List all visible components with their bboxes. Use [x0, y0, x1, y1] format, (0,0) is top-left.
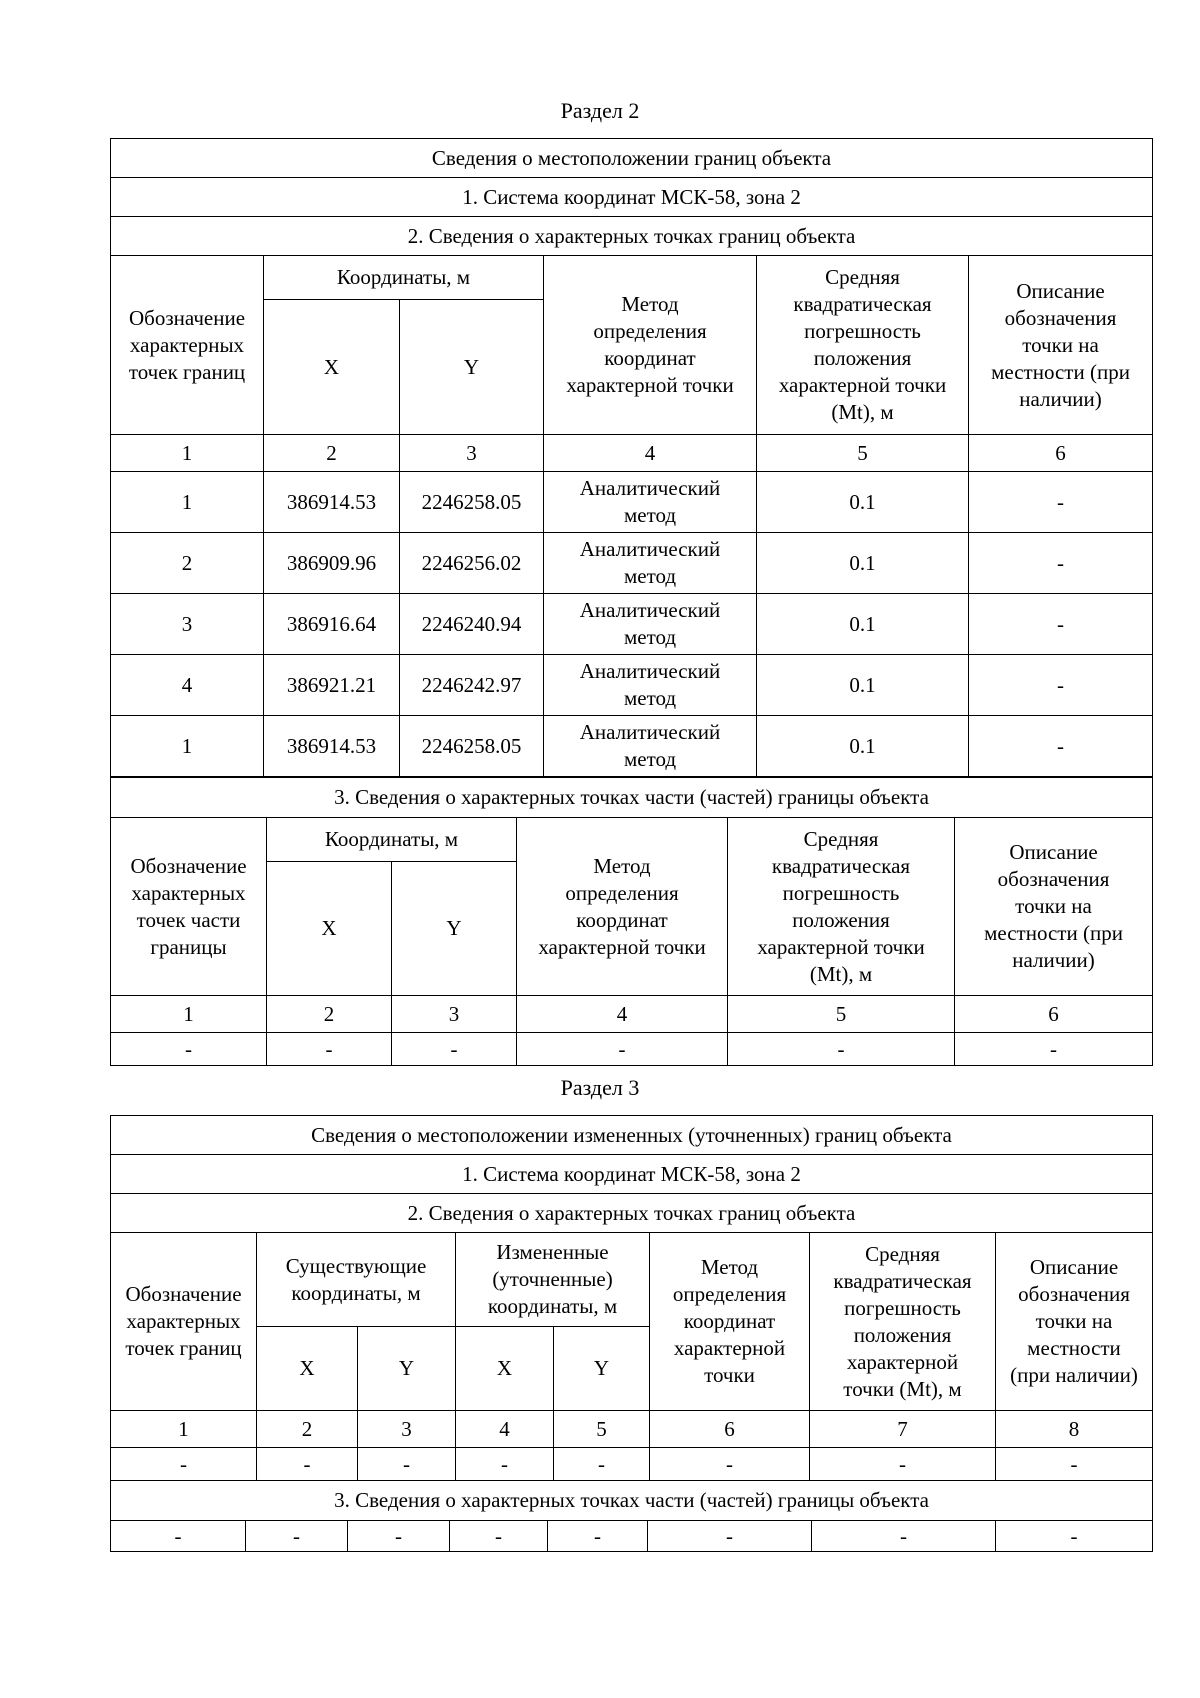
header-y: Y — [400, 300, 544, 435]
coord-y: 2246258.05 — [400, 716, 544, 777]
coord-x: 386921.21 — [264, 655, 400, 716]
empty-cell: - — [810, 1448, 996, 1481]
colnum-cell: 4 — [544, 435, 757, 472]
colnum-cell: 1 — [111, 435, 264, 472]
empty-cell: - — [257, 1448, 358, 1481]
empty-cell: - — [650, 1448, 810, 1481]
colnum-cell: 4 — [456, 1411, 554, 1448]
method-cell: Аналитический метод — [544, 533, 757, 594]
empty-cell: - — [996, 1521, 1153, 1552]
header-method: Метод определения координат характерной точки — [650, 1233, 810, 1411]
empty-cell: - — [548, 1521, 648, 1552]
empty-cell: - — [955, 1033, 1153, 1066]
description-cell: - — [969, 472, 1153, 533]
colnum-cell: 3 — [392, 996, 517, 1033]
section2-part-table — [110, 777, 1153, 1066]
colnum-cell: 6 — [955, 996, 1153, 1033]
empty-cell: - — [554, 1448, 650, 1481]
empty-cell: - — [728, 1033, 955, 1066]
header-coords: Координаты, м — [264, 256, 544, 300]
coord-x: 386914.53 — [264, 716, 400, 777]
table-row — [111, 655, 1153, 716]
header-description: Описание обозначения точки на местности (при наличии) — [955, 818, 1153, 996]
header-error: Средняя квадратическая погрешность положения характерной точки (Mt), м — [810, 1233, 996, 1411]
header-description: Описание обозначения точки на местности (при наличии) — [969, 256, 1153, 435]
table-row — [111, 1521, 1153, 1552]
coord-y: 2246258.05 — [400, 472, 544, 533]
header-method: Метод определения координат характерной точки — [517, 818, 728, 996]
section3-part-table — [110, 1480, 1153, 1552]
subsection2-title: 2. Сведения о характерных точках границ объекта — [111, 1194, 1153, 1233]
empty-cell: - — [246, 1521, 348, 1552]
empty-cell: - — [456, 1448, 554, 1481]
colnum-cell: 5 — [728, 996, 955, 1033]
empty-cell: - — [348, 1521, 450, 1552]
table-row — [111, 594, 1153, 655]
empty-cell: - — [111, 1448, 257, 1481]
colnum-cell: 3 — [400, 435, 544, 472]
subsection3-title: 3. Сведения о характерных точках части (частей) границы объекта — [111, 1481, 1153, 1521]
point-number: 4 — [111, 655, 264, 716]
section3-table — [110, 1115, 1153, 1481]
header-x: X — [257, 1327, 358, 1411]
header-y: Y — [554, 1327, 650, 1411]
header-y: Y — [392, 862, 517, 996]
header-method: Метод определения координат характерной точки — [544, 256, 757, 435]
description-cell: - — [969, 533, 1153, 594]
empty-cell: - — [392, 1033, 517, 1066]
error-cell: 0.1 — [757, 533, 969, 594]
header-x: X — [264, 300, 400, 435]
description-cell: - — [969, 655, 1153, 716]
colnum-cell: 7 — [810, 1411, 996, 1448]
point-number: 2 — [111, 533, 264, 594]
table-row — [111, 533, 1153, 594]
header-changed-coords: Измененные (уточненные) координаты, м — [456, 1233, 650, 1327]
colnum-cell: 2 — [257, 1411, 358, 1448]
header-designation: Обозначение характерных точек границ — [111, 256, 264, 435]
empty-cell: - — [517, 1033, 728, 1066]
section2-title: Сведения о местоположении границ объекта — [111, 139, 1153, 178]
header-x: X — [267, 862, 392, 996]
empty-cell: - — [450, 1521, 548, 1552]
coord-system-label: 1. Система координат МСК-58, зона 2 — [111, 178, 1153, 217]
colnum-cell: 5 — [757, 435, 969, 472]
header-existing-coords: Существующие координаты, м — [257, 1233, 456, 1327]
table-row — [111, 1033, 1153, 1066]
empty-cell: - — [812, 1521, 996, 1552]
colnum-cell: 2 — [264, 435, 400, 472]
point-number: 1 — [111, 472, 264, 533]
empty-cell: - — [267, 1033, 392, 1066]
table-row — [111, 716, 1153, 777]
header-error: Средняя квадратическая погрешность положения характерной точки (Mt), м — [757, 256, 969, 435]
description-cell: - — [969, 716, 1153, 777]
colnum-cell: 6 — [969, 435, 1153, 472]
subsection2-title: 2. Сведения о характерных точках границ объекта — [111, 217, 1153, 256]
point-number: 1 — [111, 716, 264, 777]
section3-title: Сведения о местоположении измененных (уточненных) границ объекта — [111, 1116, 1153, 1155]
colnum-cell: 5 — [554, 1411, 650, 1448]
table-row — [111, 1448, 1153, 1481]
empty-cell: - — [358, 1448, 456, 1481]
coord-x: 386909.96 — [264, 533, 400, 594]
method-cell: Аналитический метод — [544, 655, 757, 716]
error-cell: 0.1 — [757, 472, 969, 533]
error-cell: 0.1 — [757, 716, 969, 777]
section3-heading: Раздел 3 — [560, 1075, 640, 1100]
method-cell: Аналитический метод — [544, 594, 757, 655]
colnum-cell: 2 — [267, 996, 392, 1033]
colnum-cell: 8 — [996, 1411, 1153, 1448]
header-y: Y — [358, 1327, 456, 1411]
header-error: Средняя квадратическая погрешность положения характерной точки (Mt), м — [728, 818, 955, 996]
empty-cell: - — [111, 1033, 267, 1066]
error-cell: 0.1 — [757, 594, 969, 655]
coord-y: 2246240.94 — [400, 594, 544, 655]
header-description: Описание обозначения точки на местности (при наличии) — [996, 1233, 1153, 1411]
subsection3-title: 3. Сведения о характерных точках части (частей) границы объекта — [111, 778, 1153, 818]
colnum-cell: 3 — [358, 1411, 456, 1448]
section2-table — [110, 138, 1153, 777]
method-cell: Аналитический метод — [544, 472, 757, 533]
coord-y: 2246256.02 — [400, 533, 544, 594]
empty-cell: - — [996, 1448, 1153, 1481]
empty-cell: - — [111, 1521, 246, 1552]
point-number: 3 — [111, 594, 264, 655]
coord-y: 2246242.97 — [400, 655, 544, 716]
header-x: X — [456, 1327, 554, 1411]
error-cell: 0.1 — [757, 655, 969, 716]
colnum-cell: 6 — [650, 1411, 810, 1448]
coord-x: 386914.53 — [264, 472, 400, 533]
header-designation: Обозначение характерных точек части границы — [111, 818, 267, 996]
colnum-cell: 1 — [111, 996, 267, 1033]
section2-heading: Раздел 2 — [560, 98, 640, 123]
table-row — [111, 472, 1153, 533]
empty-cell: - — [648, 1521, 812, 1552]
coord-system-label: 1. Система координат МСК-58, зона 2 — [111, 1155, 1153, 1194]
description-cell: - — [969, 594, 1153, 655]
colnum-cell: 4 — [517, 996, 728, 1033]
header-designation: Обозначение характерных точек границ — [111, 1233, 257, 1411]
coord-x: 386916.64 — [264, 594, 400, 655]
method-cell: Аналитический метод — [544, 716, 757, 777]
header-coords: Координаты, м — [267, 818, 517, 862]
colnum-cell: 1 — [111, 1411, 257, 1448]
